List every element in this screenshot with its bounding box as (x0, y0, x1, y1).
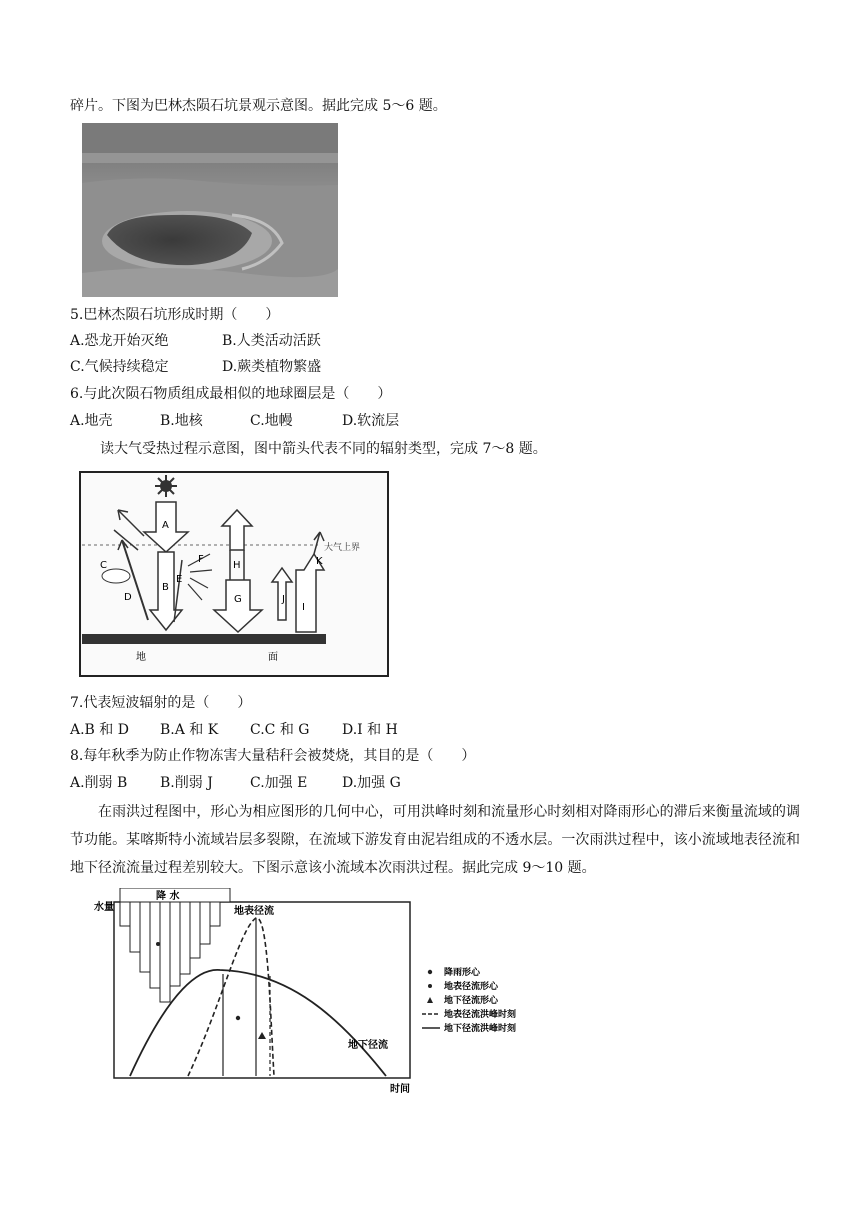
q7-option-a: A.B 和 D (70, 722, 129, 738)
q7-option-b: B.A 和 K (160, 722, 219, 738)
label-c: C (100, 560, 107, 571)
q8-option-d: D.加强 G (342, 775, 401, 791)
q6-option-a: A.地壳 (70, 413, 113, 429)
q5-option-b: B.人类活动活跃 (222, 333, 321, 349)
q8-option-c: C.加强 E (250, 775, 308, 791)
legend-rain-centroid: 降雨形心 (444, 968, 481, 978)
atmos-intro: 读大气受热过程示意图，图中箭头代表不同的辐射类型，完成 7～8 题。 (100, 441, 547, 457)
label-j: J (282, 594, 285, 605)
ground-runoff-label: 地下径流 (348, 1040, 388, 1051)
q6-stem: 6.与此次陨石物质组成最相似的地球圈层是（ ） (70, 386, 392, 402)
legend-surface-centroid: 地表径流形心 (444, 982, 499, 992)
label-e: E (176, 574, 183, 585)
label-i: I (302, 602, 305, 613)
flood-paragraph (70, 798, 800, 882)
surface-runoff-label: 地表径流 (234, 906, 274, 917)
flood-paragraph-text: 在雨洪过程图中，形心为相应图形的几何中心，可用洪峰时刻和流量形心时刻相对降雨形心的滞后来衡量流域的调节功能。某喀斯特小流域岩层多裂隙，在流域下游发育由泥岩组成的不透水层。一次雨洪过程中，该小流域地表径流和地下径流流量过程差别较大。下图示意该小流域本次雨洪过程。据此完成 9～10 题。 (70, 804, 800, 876)
sun-icon (155, 475, 177, 497)
flood-hydrograph (90, 888, 550, 1098)
q6-option-d: D.软流层 (342, 413, 400, 429)
label-b: B (162, 582, 169, 593)
label-d: D (124, 592, 132, 603)
legend-ground-peak: 地下径流洪峰时刻 (444, 1024, 517, 1034)
q5-stem: 5.巴林杰陨石坑形成时期（ ） (70, 307, 280, 323)
q8-option-b: B.削弱 J (160, 775, 213, 791)
legend-ground-centroid: 地下径流形心 (444, 996, 499, 1006)
q8-option-a: A.削弱 B (70, 775, 128, 791)
label-k: K (316, 556, 323, 567)
q5-option-c: C.气候持续稳定 (70, 359, 169, 375)
q6-option-c: C.地幔 (250, 413, 293, 429)
q7-option-c: C.C 和 G (250, 722, 310, 738)
q5-option-a: A.恐龙开始灭绝 (70, 333, 169, 349)
label-g: G (234, 594, 242, 605)
legend-surface-peak: 地表径流洪峰时刻 (444, 1010, 517, 1020)
q8-stem: 8.每年秋季为防止作物冻害大量秸秆会被焚烧，其目的是（ ） (70, 748, 476, 764)
label-h: H (233, 560, 241, 571)
atmosphere-heating-diagram (78, 470, 392, 680)
q7-stem: 7.代表短波辐射的是（ ） (70, 695, 252, 711)
intro-line: 碎片。下图为巴林杰陨石坑景观示意图。据此完成 5～6 题。 (70, 98, 447, 114)
rain-label: 降 水 (156, 891, 180, 902)
crater-photo (82, 123, 338, 297)
q7-option-d: D.I 和 H (342, 722, 398, 738)
x-axis-label: 时间 (390, 1084, 410, 1095)
atmos-top-label: 大气上界 (324, 543, 361, 553)
ground-label-left: 地 (136, 652, 146, 663)
label-f: F (198, 554, 204, 565)
y-axis-label: 水量 (94, 902, 114, 913)
q5-option-d: D.蕨类植物繁盛 (222, 359, 322, 375)
ground-label-right: 面 (268, 652, 278, 663)
label-a: A (162, 520, 169, 531)
q6-option-b: B.地核 (160, 413, 203, 429)
